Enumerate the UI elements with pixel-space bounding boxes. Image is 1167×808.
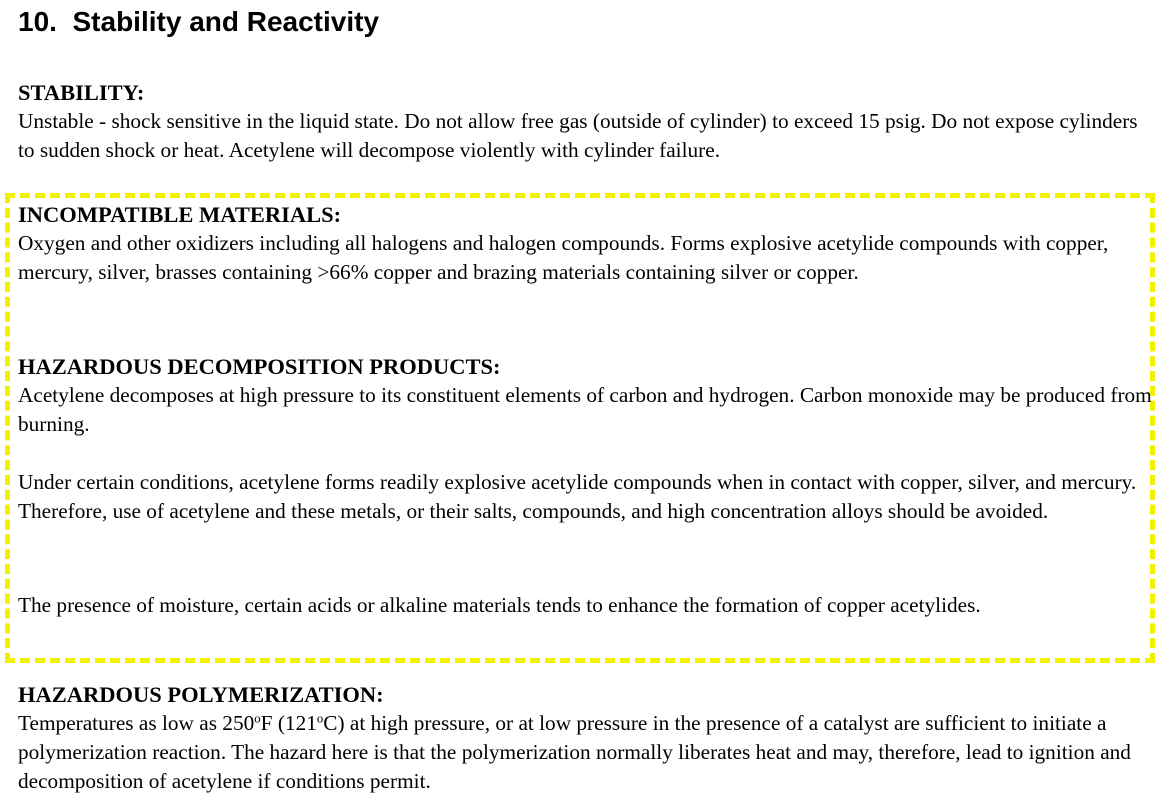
decomposition-section-3 bbox=[18, 591, 1158, 620]
stability-text: Unstable - shock sensitive in the liquid state. Do not allow free gas (outside of cylinder) to exceed 15 psig. Do not expose cylinders to sudden shock or heat. Acetylene will decompose violently with cylinder failure. bbox=[18, 109, 1138, 162]
polymerization-text-part: F (121 bbox=[260, 711, 317, 735]
stability-section bbox=[18, 78, 1158, 165]
polymerization-text bbox=[18, 709, 1158, 796]
degree-symbol: o bbox=[254, 711, 261, 726]
polymerization-heading: HAZARDOUS POLYMERIZATION: bbox=[18, 682, 384, 707]
decomposition-paragraph: Acetylene decomposes at high pressure to its constituent elements of carbon and hydrogen. Carbon monoxide may be produced from burning. bbox=[18, 383, 1152, 436]
decomposition-section-2 bbox=[18, 468, 1158, 526]
section-title bbox=[18, 4, 379, 40]
polymerization-text-part: C) at high pressure, or at low pressure in the presence of a catalyst are sufficient to initiate a polymerization reaction. The hazard here is that the polymerization normally liberates heat and may, therefore, lead to ignition and decomposition of acetylene if conditions permit. bbox=[18, 711, 1131, 793]
decomposition-heading: HAZARDOUS DECOMPOSITION PRODUCTS: bbox=[18, 354, 501, 379]
decomposition-section bbox=[18, 352, 1158, 439]
polymerization-text-part: Temperatures as low as 250 bbox=[18, 711, 255, 735]
polymerization-section bbox=[18, 680, 1158, 796]
decomposition-paragraph: Under certain conditions, acetylene forms readily explosive acetylide compounds when in contact with copper, silver, and mercury. Therefore, use of acetylene and these metals, or their salts, compounds, and high concentration alloys should be avoided. bbox=[18, 470, 1137, 523]
section-number: 10. bbox=[18, 6, 57, 37]
incompatible-heading: INCOMPATIBLE MATERIALS: bbox=[18, 202, 342, 227]
degree-symbol: o bbox=[316, 711, 324, 726]
decomposition-paragraph: The presence of moisture, certain acids or alkaline materials tends to enhance the formation of copper acetylides. bbox=[18, 593, 981, 617]
section-title-text: Stability and Reactivity bbox=[72, 6, 380, 37]
stability-heading: STABILITY: bbox=[18, 80, 145, 105]
incompatible-text: Oxygen and other oxidizers including all halogens and halogen compounds. Forms explosive acetylide compounds with copper, mercury, silver, brasses containing >66% copper and brazing materials containing silver or copper. bbox=[18, 231, 1109, 284]
incompatible-section bbox=[18, 200, 1158, 287]
